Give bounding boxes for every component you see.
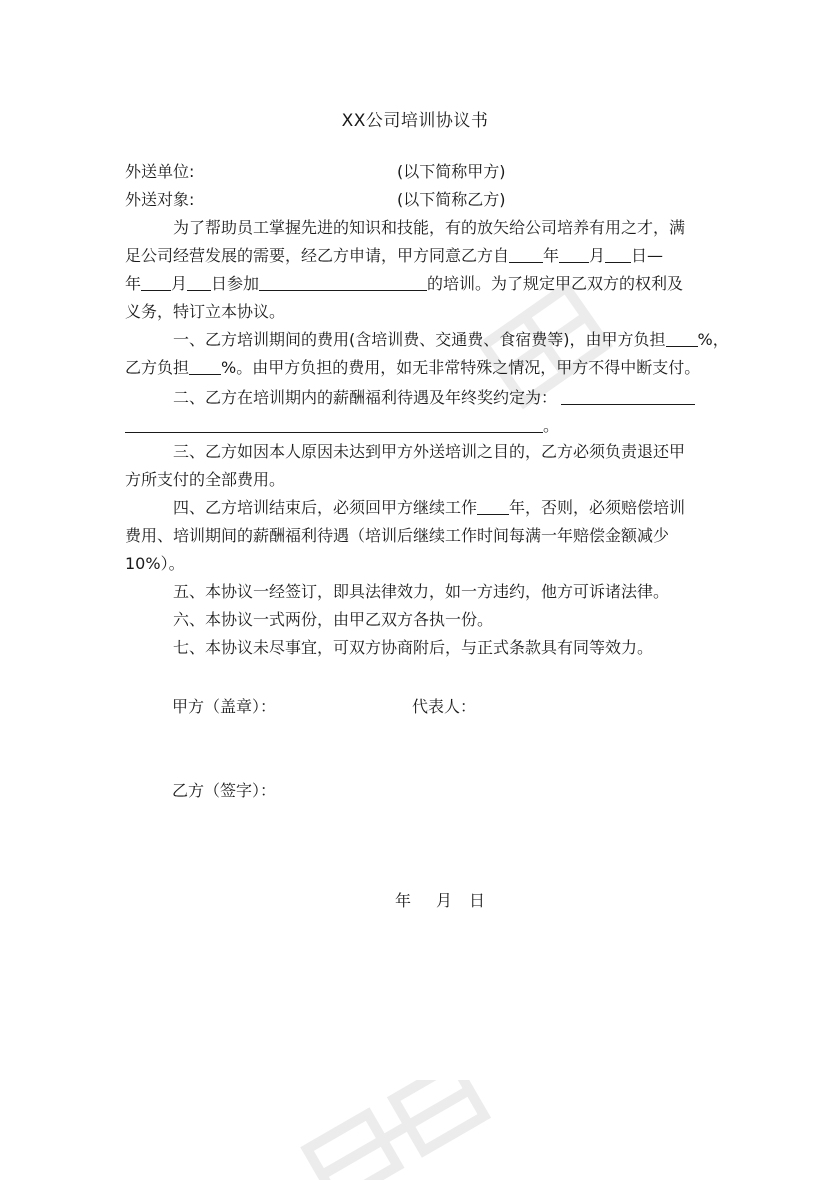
clause-4-line-2: 费用、培训期间的薪酬福利待遇（培训后继续工作时间每满一年赔偿金额减少 <box>125 526 670 545</box>
clause-4-line-1 <box>125 498 763 518</box>
party-b-signature-label: 乙方（签字）： <box>172 781 277 800</box>
clause-7: 七、本协议未尽事宜，可双方协商附后，与正式条款具有同等效力。 <box>173 638 654 657</box>
salary-terms-blank-2 <box>125 416 543 433</box>
month-label: 月 <box>171 274 188 293</box>
salary-terms-blank <box>561 388 695 405</box>
intro-line-2 <box>125 246 715 266</box>
intro-text: 的培训。为了规定甲乙双方的权利及 <box>427 274 684 293</box>
dispatch-target-label: 外送对象: <box>125 190 195 209</box>
clause-2-line-2 <box>125 416 715 436</box>
day-label: 日— <box>631 246 664 265</box>
month-label: 月 <box>589 246 606 265</box>
dispatch-target-row <box>125 190 715 210</box>
watermark-graphic-bottom <box>290 1080 510 1180</box>
clause-text: 四、乙方培训结束后，必须回甲方继续工作 <box>173 498 478 517</box>
party-a-share-blank <box>666 330 698 347</box>
dispatch-unit-row <box>125 162 715 182</box>
training-name-blank <box>259 274 427 291</box>
intro-text: 足公司经营发展的需要，经乙方申请，甲方同意乙方自 <box>125 246 510 265</box>
party-b-note: (以下简称乙方) <box>397 190 506 209</box>
service-years-blank <box>477 498 509 515</box>
sign-date-month: 月 <box>436 891 453 910</box>
representative-label: 代表人： <box>412 697 477 716</box>
clause-3-line-2: 方所支付的全部费用。 <box>125 470 286 489</box>
party-a-seal-label: 甲方（盖章）： <box>172 697 277 716</box>
sign-date-day: 日 <box>469 891 486 910</box>
clause-6: 六、本协议一式两份，由甲乙双方各执一份。 <box>173 610 494 629</box>
clause-1-line-2 <box>125 358 715 378</box>
clause-text: 乙方负担 <box>125 358 190 377</box>
year-label: 年 <box>543 246 560 265</box>
year-label: 年 <box>125 274 142 293</box>
day-label: 日参加 <box>211 274 260 293</box>
sign-date-year: 年 <box>395 891 412 910</box>
start-year-blank <box>509 246 543 263</box>
clause-3-line-1: 三、乙方如因本人原因未达到甲方外送培训之目的，乙方必须负责退还甲 <box>173 442 686 461</box>
document-title: XX公司培训协议书 <box>341 111 489 131</box>
clause-text: 二、乙方在培训期内的薪酬福利待遇及年终奖约定为： <box>173 388 558 407</box>
clause-text: 一、乙方培训期间的费用(含培训费、交通费、食宿费等)，由甲方负担 <box>173 330 666 349</box>
clause-5: 五、本协议一经签订，即具法律效力，如一方违约，他方可诉诸法律。 <box>173 582 670 601</box>
clause-2-line-1 <box>125 388 763 408</box>
end-month-blank <box>187 274 211 291</box>
clause-text: 年，否则，必须赔偿培训 <box>509 498 686 517</box>
dispatch-unit-label: 外送单位: <box>125 162 195 181</box>
intro-line-1: 为了帮助员工掌握先进的知识和技能，有的放矢给公司培养有用之才，满 <box>173 218 686 237</box>
intro-line-3 <box>125 274 715 294</box>
clause-text: %。由甲方负担的费用，如无非常特殊之情况，甲方不得中断支付。 <box>221 358 701 377</box>
start-day-blank <box>605 246 631 263</box>
party-a-note: (以下简称甲方) <box>397 162 506 181</box>
end-year-blank <box>141 274 171 291</box>
clause-4-line-3: 10%）。 <box>125 554 185 573</box>
party-b-share-blank <box>189 358 221 375</box>
clause-1-line-1 <box>125 330 763 350</box>
start-month-blank <box>559 246 589 263</box>
period: 。 <box>543 416 560 435</box>
percent-label: %， <box>697 330 729 349</box>
intro-line-4: 义务，特订立本协议。 <box>125 302 286 321</box>
